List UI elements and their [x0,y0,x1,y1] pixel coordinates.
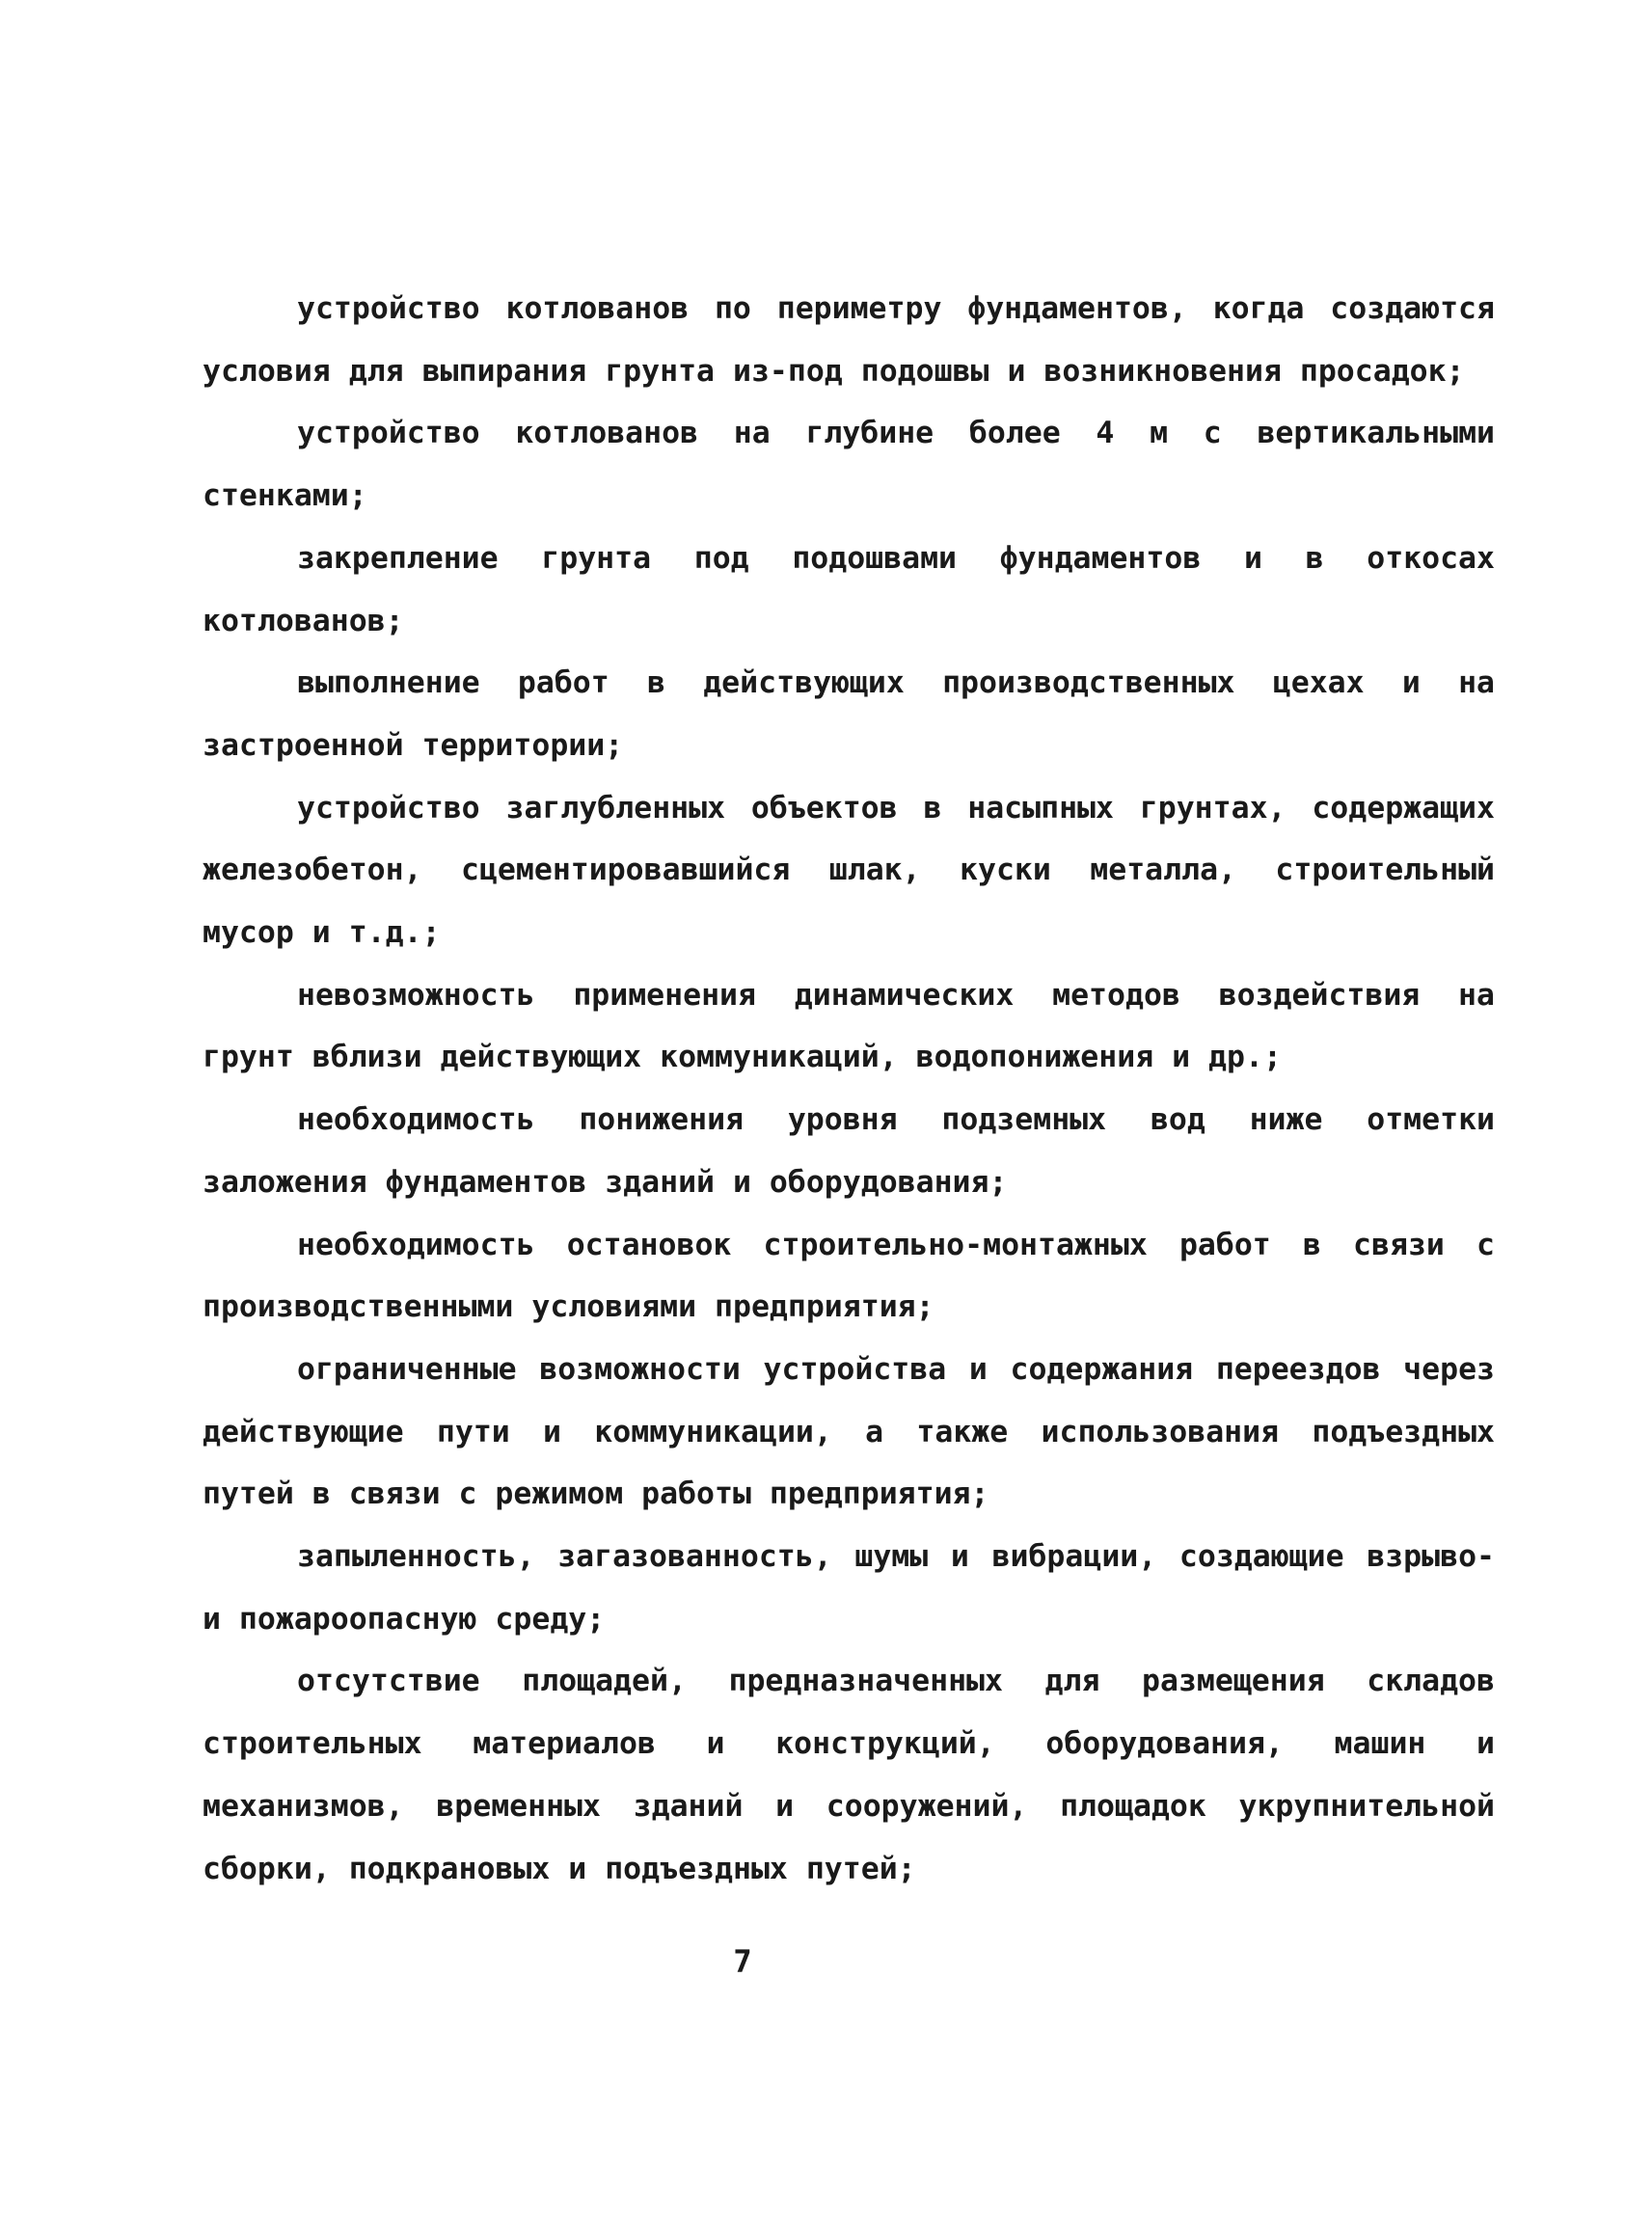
paragraph-8: необходимость остановок строительно-монтажных работ в связи с производственными условиями предприятия; [203,1227,1495,1325]
paragraph-7: необходимость понижения уровня подземных вод ниже отметки заложения фундаментов зданий и оборудования; [203,1102,1495,1200]
page-number: 7 [733,1943,752,1980]
paragraph-9: ограниченные возможности устройства и содержания переездов через действующие пути и коммуникации, а также использования подъездных путей в связи с режимом работы предприятия; [203,1351,1495,1512]
paragraph-11: отсутствие площадей, предназначенных для размещения складов строительных материалов и конструкций, оборудования, машин и механизмов, временных зданий и сооружений, площадок укрупнительной сборки, подкрановых и подъездных путей; [203,1664,1495,1886]
paragraph-3: закрепление грунта под подошвами фундаментов и в откосах котлованов; [203,540,1495,638]
body-text [203,278,1495,1900]
paragraph-5: устройство заглубленных объектов в насыпных грунтах, содержащих железобетон, сцементировавшийся шлак, куски металла, строительный мусор и т.д.; [203,790,1495,951]
paragraph-10: запыленность, загазованность, шумы и вибрации, создающие взрыво- и пожароопасную среду; [203,1539,1495,1637]
paragraph-6: невозможность применения динамических методов воздействия на грунт вблизи действующих коммуникаций, водопонижения и др.; [203,977,1495,1075]
paragraph-2: устройство котлованов на глубине более 4 м с вертикальными стенками; [203,416,1495,514]
paragraph-1: устройство котлованов по периметру фундаментов, когда создаются условия для выпирания грунта из-под подошвы и возникновения просадок; [203,291,1495,389]
paragraph-4: выполнение работ в действующих производственных цехах и на застроенной территории; [203,665,1495,763]
